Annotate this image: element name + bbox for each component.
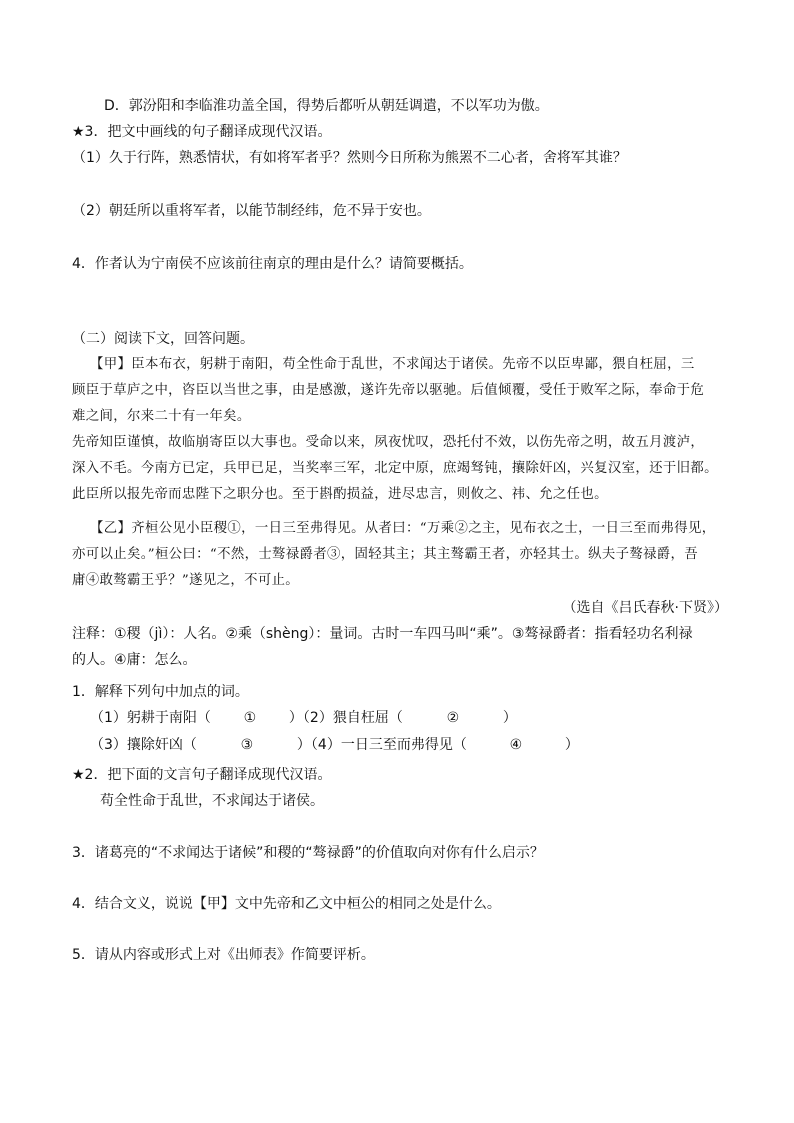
item-4-text: （4）一日三至而弗得见（ xyxy=(310,737,467,753)
section-2-heading: （二）阅读下文，回答问题。 xyxy=(72,331,254,347)
question-2-title: ★2．把下面的文言句子翻译成现代汉语。 xyxy=(72,767,332,783)
question-5: 5．请从内容或形式上对《出师表》作简要评析。 xyxy=(72,947,375,963)
answer-blank-4: ④ xyxy=(509,737,523,753)
question-4: 4．作者认为宁南侯不应该前往南京的理由是什么？请简要概括。 xyxy=(72,256,473,272)
passage-source: （选自《吕氏春秋·下贤》） xyxy=(562,600,728,616)
item-3-text: （3）攘除奸凶（ xyxy=(90,737,197,753)
passage-yi-line: 【乙】齐桓公见小臣稷①，一日三至弗得见。从者曰：“万乘②之主，见布衣之士，一日三至而弗得见， xyxy=(90,521,716,536)
passage-jia-line: 此臣所以报先帝而忠陛下之职分也。至于斟酌损益，进尽忠言，则攸之、祎、允之任也。 xyxy=(72,487,608,502)
item-3-close: ） xyxy=(296,737,311,753)
passage-jia-line: 深入不毛。今南方已定，兵甲已足，当奖率三军，北定中原，庶竭驽钝，攘除奸凶，兴复汉室，还于旧都。 xyxy=(72,461,718,476)
question-1-row-2 xyxy=(90,735,728,755)
passage-jia-line: 【甲】臣本布衣，躬耕于南阳，苟全性命于乱世，不求闻达于诸侯。先帝不以臣卑鄙，猥自枉屈，三 xyxy=(90,357,695,372)
question-1-row-1 xyxy=(90,708,728,728)
passage-yi-line: 庸④敢骜霸王乎？”遂见之，不可止。 xyxy=(72,573,300,588)
passage-jia-line: 先帝知臣谨慎，故临崩寄臣以大事也。受命以来，夙夜忧叹，恐托付不效，以伤先帝之明，故五月渡泸， xyxy=(72,435,705,450)
item-2-text: （2）猥自枉屈（ xyxy=(302,710,403,726)
question-3-item-2: （2）朝廷所以重将军者，以能节制经纬，危不异于安也。 xyxy=(72,203,431,219)
question-3-item-1: （1）久于行阵，熟悉情状，有如将军者乎？然则今日所称为熊罴不二心者，舍将军其谁？ xyxy=(72,150,627,166)
passage-jia-line: 顾臣于草庐之中，咨臣以当世之事，由是感激，遂许先帝以驱驰。后值倾覆，受任于败军之际，奉命于危 xyxy=(72,383,705,398)
question-3-title: ★3．把文中画线的句子翻译成现代汉语。 xyxy=(72,124,332,140)
question-1-title: 1．解释下列句中加点的词。 xyxy=(72,684,249,700)
question-3: 3．诸葛亮的“不求闻达于诸候”和稷的“骜禄爵”的价值取向对你有什么启示？ xyxy=(72,845,544,861)
item-4-close: ） xyxy=(564,737,579,753)
question-2-sentence: 苟全性命于乱世，不求闻达于诸侯。 xyxy=(100,793,324,809)
answer-blank-3: ③ xyxy=(240,737,254,753)
item-1-text: （1）躬耕于南阳（ xyxy=(90,710,211,726)
option-d: D．郭汾阳和李临淮功盖全国，得势后都听从朝廷调遣，不以军功为傲。 xyxy=(104,98,549,114)
passage-jia-line: 难之间，尔来二十有一年矣。 xyxy=(72,409,251,424)
answer-blank-1: ① xyxy=(243,710,257,726)
passage-yi-line: 亦可以止矣。”桓公曰：“不然，士骜禄爵者③，固轻其主；其主骜霸王者，亦轻其士。纵夫子骜禄爵，吾 xyxy=(72,547,699,562)
answer-blank-2: ② xyxy=(446,710,460,726)
question-4: 4．结合文义，说说【甲】文中先帝和乙文中桓公的相同之处是什么。 xyxy=(72,896,501,912)
item-2-close: ） xyxy=(502,710,517,726)
annotation-line: 注释：①稷（jì）：人名。②乘（shèng）：量词。古时一车四马叫“乘”。③骜禄爵者：指看轻功名利禄 xyxy=(72,626,693,642)
annotation-line: 的人。④庸：怎么。 xyxy=(72,652,197,668)
item-1-close: ） xyxy=(288,710,303,726)
